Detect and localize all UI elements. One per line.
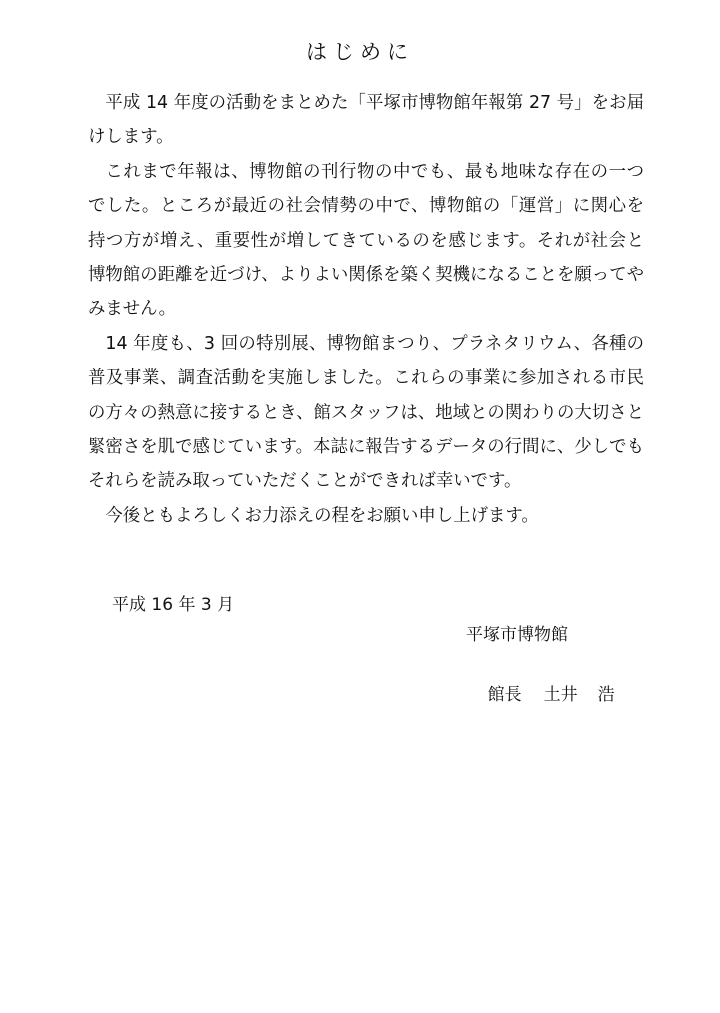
paragraph-4: 今後ともよろしくお力添えの程をお願い申し上げます。 <box>105 505 539 526</box>
paragraph-3: 14 年度も、3 回の特別展、博物館まつり、プラネタリウム、各種の普及事業、調査活動を実施しました。これらの事業に参加される市民の方々の熱意に接するとき、館スタッフは、地域との関わりの大切さと緊密さを肌で感じています。本誌に報告するデータの行間に、少しでもそれらを読み取っていただくことができれば幸いです。 <box>88 333 644 492</box>
signer-position: 館長 <box>487 685 522 705</box>
signature-block <box>466 656 615 734</box>
signer-family-name: 土井 <box>543 685 578 705</box>
body-text <box>88 86 644 533</box>
date-line: 平成 16 年 3 月 <box>112 595 235 615</box>
page-title: はじめに <box>306 40 414 64</box>
organization-name: 平塚市博物館 <box>466 625 568 645</box>
paragraph-2: これまで年報は、博物館の刊行物の中でも、最も地味な存在の一つでした。ところが最近の社会情勢の中で、博物館の「運営」に関心を持つ方が増え、重要性が増してきているのを感じます。それが社会と博物館の距離を近づけ、よりよい関係を築く契機になることを願ってやみません。 <box>88 161 644 320</box>
signer-given-name: 浩 <box>597 685 615 705</box>
paragraph-1: 平成 14 年度の活動をまとめた「平塚市博物館年報第 27 号」をお届けします。 <box>88 93 644 148</box>
